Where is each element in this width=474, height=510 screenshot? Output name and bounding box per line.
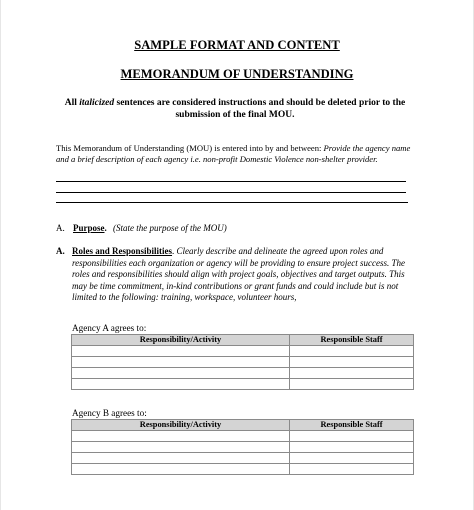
table-cell[interactable] bbox=[290, 379, 414, 390]
section-roles: A. Roles and Responsibilities. Clearly describe and delineate the agreed upon roles and responsibilities each organization or agency will be providing to ensure project success. The roles and responsibilities should align with project goals, objectives and target outputs. This may be time commitment, in-kind contributions or grant funds and could include but is not limited to the following: training, workspace, volunteer hours, bbox=[56, 246, 406, 303]
italicized-word: italicized bbox=[79, 98, 115, 108]
table-cell[interactable] bbox=[72, 379, 290, 390]
table-cell[interactable] bbox=[72, 346, 290, 357]
purpose-note: (State the purpose of the MOU) bbox=[113, 223, 227, 233]
table-cell[interactable] bbox=[72, 431, 290, 442]
intro-paragraph: This Memorandum of Understanding (MOU) is entered into by and between: Provide the agency name and a brief description of each agency i.e. non-profit Domestic Violence non-shelter provider. bbox=[56, 143, 411, 165]
table-cell[interactable] bbox=[72, 357, 290, 368]
table-row bbox=[72, 431, 414, 442]
agency-a-table bbox=[71, 334, 414, 390]
roles-heading: Roles and Responsibilities bbox=[72, 246, 173, 256]
table-cell[interactable] bbox=[290, 453, 414, 464]
table-cell[interactable] bbox=[72, 442, 290, 453]
table-cell[interactable] bbox=[290, 368, 414, 379]
roles-instruction: Clearly describe and delineate the agreed upon roles and responsibilities each organization or agency will be providing to ensure project success. The roles and responsibilities should align with project goals, objectives and target outputs. This may be time commitment, in-kind contributions or grant funds and could include but is not limited to the following: training, workspace, volunteer hours, bbox=[72, 246, 406, 303]
table-row bbox=[72, 379, 414, 390]
table-cell[interactable] bbox=[290, 431, 414, 442]
table-row bbox=[72, 346, 414, 357]
table-cell[interactable] bbox=[72, 453, 290, 464]
table-cell[interactable] bbox=[290, 442, 414, 453]
table-row bbox=[72, 442, 414, 453]
blank-line-3 bbox=[56, 202, 406, 203]
table-row bbox=[72, 453, 414, 464]
table-header-row bbox=[72, 335, 414, 346]
intro-instruction: Provide the agency name and a brief description of each agency i.e. non-profit Domestic Violence non-shelter provider. bbox=[56, 143, 411, 165]
agency-b-table bbox=[71, 419, 414, 475]
table-header-row bbox=[72, 420, 414, 431]
section-purpose: A. Purpose. (State the purpose of the MOU) bbox=[56, 223, 227, 233]
table-cell[interactable] bbox=[72, 464, 290, 475]
table-row bbox=[72, 368, 414, 379]
column-header-staff: Responsible Staff bbox=[290, 335, 414, 346]
instructions-note: All italicized sentences are considered instructions and should be deleted prior to the submission of the final MOU. bbox=[64, 98, 406, 120]
column-header-activity: Responsibility/Activity bbox=[72, 420, 290, 431]
table-cell[interactable] bbox=[290, 357, 414, 368]
table-row bbox=[72, 357, 414, 368]
blank-line-2 bbox=[56, 192, 406, 193]
table-row bbox=[72, 464, 414, 475]
column-header-activity: Responsibility/Activity bbox=[72, 335, 290, 346]
table-cell[interactable] bbox=[290, 346, 414, 357]
column-header-staff: Responsible Staff bbox=[290, 420, 414, 431]
blank-line-end-mark bbox=[406, 202, 408, 203]
table-cell[interactable] bbox=[290, 464, 414, 475]
blank-line-1 bbox=[56, 181, 406, 182]
table-cell[interactable] bbox=[72, 368, 290, 379]
agency-a-label: Agency A agrees to: bbox=[72, 323, 147, 333]
document-subtitle: MEMORANDUM OF UNDERSTANDING bbox=[120, 67, 354, 81]
purpose-heading: Purpose bbox=[73, 223, 105, 233]
document-title: SAMPLE FORMAT AND CONTENT bbox=[134, 38, 340, 52]
agency-b-label: Agency B agrees to: bbox=[72, 408, 147, 418]
